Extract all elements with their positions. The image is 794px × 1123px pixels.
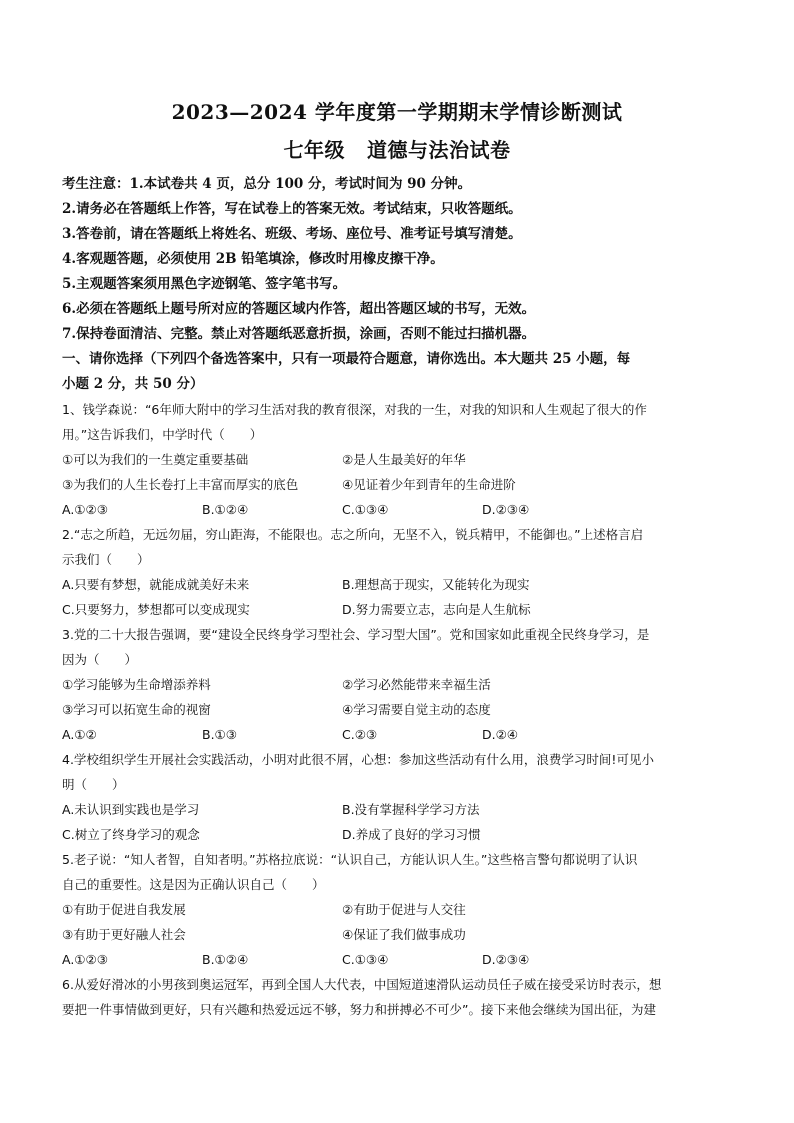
question-stem: 示我们（ ） [62,552,150,567]
subject-label: 道德与法治试卷 [367,138,511,162]
exam-instructions [62,172,742,347]
choice-a: A.①②③ [62,502,108,517]
exam-title: 2023—2024 学年度第一学期期末学情诊断测试 [171,100,623,124]
statement-row [62,472,738,497]
choice-b: B.没有掌握科学学习方法 [342,802,480,817]
section-heading [62,347,738,397]
statement-option: ①可以为我们的一生奠定重要基础 [62,452,249,467]
choice-a: A.①②③ [62,952,108,967]
statement-row [62,447,738,472]
question-6 [62,972,738,1022]
choice-row [62,572,738,597]
statement-option: ④见证着少年到青年的生命进阶 [342,477,516,492]
question-stem: 5.老子说：“知人者智，自知者明。”苏格拉底说：“认识自己，方能认识人生。”这些格言警句都说明了认识 [62,852,638,867]
choice-row [62,597,738,622]
section-heading-line: 一、请你选择（下列四个备选答案中，只有一项最符合题意，请你选出。本大题共 25 小题，每 [62,351,631,367]
instruction-line: 2.请务必在答题纸上作答，写在试卷上的答案无效。考试结束，只收答题纸。 [62,201,522,217]
statement-option: ④保证了我们做事成功 [342,927,466,942]
choice-d: D.努力需要立志，志向是人生航标 [342,602,531,617]
statement-option: ①学习能够为生命增添养料 [62,677,211,692]
choice-b: B.①②④ [202,502,249,517]
choice-a: A.未认识到实践也是学习 [62,802,200,817]
grade-label: 七年级 [283,138,345,162]
question-stem: 因为（ ） [62,652,138,667]
choice-row [62,797,738,822]
statement-option: ③学习可以拓宽生命的视窗 [62,702,211,717]
statement-option: ③为我们的人生长卷打上丰富而厚实的底色 [62,477,299,492]
question-4 [62,747,738,847]
choice-d: D.②③④ [482,952,530,967]
choice-row [62,722,738,747]
question-5 [62,847,738,972]
question-stem: 要把一件事情做到更好，只有兴趣和热爱远远不够，努力和拼搏必不可少”。接下来他会继续为国出征，为建 [62,1002,656,1017]
choice-c: C.只要努力，梦想都可以变成现实 [62,602,250,617]
question-stem: 4.学校组织学生开展社会实践活动，小明对此很不屑，心想：参加这些活动有什么用，浪费学习时间!可见小 [62,752,654,767]
statement-option: ②有助于促进与人交往 [342,902,466,917]
choice-row [62,822,738,847]
exam-subtitle [0,134,794,163]
instruction-line: 5.主观题答案须用黑色字迹钢笔、签字笔书写。 [62,276,347,292]
statement-option: ④学习需要自觉主动的态度 [342,702,491,717]
instruction-line: 4.客观题答题，必须使用 2B 铅笔填涂，修改时用橡皮擦干净。 [62,251,444,267]
question-stem: 1、钱学森说：“6年师大附中的学习生活对我的教育很深，对我的一生，对我的知识和人生观起了很大的作 [62,402,647,417]
choice-row [62,947,738,972]
choice-c: C.树立了终身学习的观念 [62,827,200,842]
statement-option: ①有助于促进自我发展 [62,902,186,917]
question-stem: 2.“志之所趋，无远勿届，穷山距海，不能限也。志之所向，无坚不入，锐兵精甲，不能御也。”上述格言启 [62,527,644,542]
statement-row [62,922,738,947]
question-list [62,397,738,1022]
choice-d: D.②④ [482,727,519,742]
statement-option: ②学习必然能带来幸福生活 [342,677,491,692]
statement-option: ②是人生最美好的年华 [342,452,466,467]
question-stem: 自己的重要性。这是因为正确认识自己（ ） [62,877,325,892]
statement-row [62,672,738,697]
question-stem: 3.党的二十大报告强调，要“建设全民终身学习型社会、学习型大国”。党和国家如此重视全民终身学习，是 [62,627,650,642]
question-stem: 明（ ） [62,777,125,792]
choice-b: B.①②④ [202,952,249,967]
choice-c: C.②③ [342,727,378,742]
choice-a: A.①② [62,727,97,742]
question-stem: 用。”这告诉我们，中学时代（ ） [62,427,263,442]
question-stem: 6.从爱好滑冰的小男孩到奥运冠军，再到全国人大代表，中国短道速滑队运动员任子威在接受采访时表示，想 [62,977,662,992]
question-1 [62,397,738,522]
instruction-line: 7.保持卷面清洁、完整。禁止对答题纸恶意折损，涂画，否则不能过扫描机器。 [62,326,536,342]
choice-row [62,497,738,522]
choice-c: C.①③④ [342,952,389,967]
statement-row [62,697,738,722]
choice-b: B.理想高于现实，又能转化为现实 [342,577,530,592]
instruction-line: 6.必须在答题纸上题号所对应的答题区域内作答，超出答题区域的书写，无效。 [62,301,536,317]
choice-d: D.②③④ [482,502,530,517]
choice-d: D.养成了良好的学习习惯 [342,827,481,842]
statement-option: ③有助于更好融人社会 [62,927,186,942]
instruction-line: 考生注意：1.本试卷共 4 页，总分 100 分，考试时间为 90 分钟。 [62,176,472,192]
question-2 [62,522,738,622]
question-3 [62,622,738,747]
choice-b: B.①③ [202,727,237,742]
choice-c: C.①③④ [342,502,389,517]
instruction-line: 3.答卷前，请在答题纸上将姓名、班级、考场、座位号、准考证号填写清楚。 [62,226,522,242]
section-heading-line: 小题 2 分，共 50 分） [62,376,204,392]
choice-a: A.只要有梦想，就能成就美好未来 [62,577,250,592]
statement-row [62,897,738,922]
